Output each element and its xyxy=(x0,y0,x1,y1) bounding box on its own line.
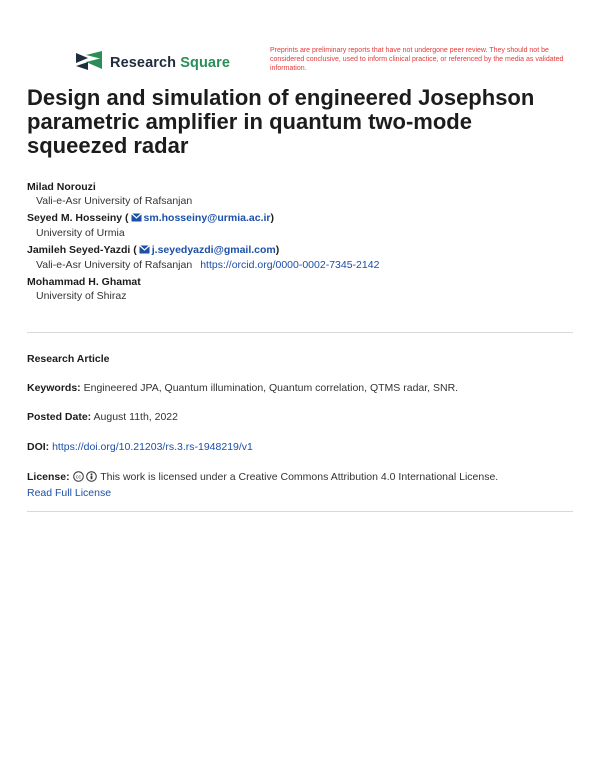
envelope-icon xyxy=(139,244,150,258)
author-entry xyxy=(27,275,577,303)
doi-label: DOI: xyxy=(27,441,50,453)
author-entry xyxy=(27,211,577,240)
preprint-disclaimer: Preprints are preliminary reports that have not undergone peer review. They should not be considered conclusive, used to inform clinical practice, or referenced by the media as validated information. xyxy=(270,47,564,72)
author-name-line xyxy=(27,243,577,258)
author-email-link[interactable]: j.seyedyazdi@gmail.com xyxy=(151,244,276,256)
author-affiliation: Vali-e-Asr University of Rafsanjan xyxy=(36,195,193,207)
keywords-row xyxy=(27,381,573,395)
keywords-label: Keywords: xyxy=(27,382,81,394)
author-affiliation: University of Shiraz xyxy=(36,290,127,302)
section-divider xyxy=(27,332,573,333)
author-name-line xyxy=(27,211,577,226)
posted-date-label: Posted Date: xyxy=(27,411,92,423)
svg-text:cc: cc xyxy=(75,474,81,481)
license-label: License: xyxy=(27,471,70,483)
read-full-license-link[interactable]: Read Full License xyxy=(27,487,112,499)
author-entry xyxy=(27,243,577,272)
brand-word-square: Square xyxy=(180,54,230,71)
author-list xyxy=(27,180,577,306)
author-email-group: ( sm.hosseiny@urmia.ac.ir) xyxy=(125,212,275,224)
posted-date-row xyxy=(27,410,573,424)
research-square-logo-icon xyxy=(74,49,104,76)
author-name: Seyed M. Hosseiny xyxy=(27,212,123,224)
doi-link[interactable]: https://doi.org/10.21203/rs.3.rs-1948219/v1 xyxy=(52,441,253,453)
author-affiliation: University of Urmia xyxy=(36,227,125,239)
cc-icon xyxy=(73,471,84,486)
author-name: Milad Norouzi xyxy=(27,181,96,193)
article-type xyxy=(27,352,573,366)
license-row xyxy=(27,470,573,500)
license-text: This work is licensed under a Creative Commons Attribution 4.0 International License. xyxy=(100,471,499,483)
author-entry xyxy=(27,180,577,208)
author-email-link[interactable]: sm.hosseiny@urmia.ac.ir xyxy=(143,212,271,224)
orcid-link[interactable]: https://orcid.org/0000-0002-7345-2142 xyxy=(200,259,380,271)
doi-row xyxy=(27,440,573,454)
research-square-logo[interactable] xyxy=(74,49,230,76)
author-name: Jamileh Seyed-Yazdi xyxy=(27,244,131,256)
brand-wordmark xyxy=(110,55,230,71)
author-email-group: ( j.seyedyazdi@gmail.com) xyxy=(133,244,280,256)
article-type-value: Research Article xyxy=(27,353,110,365)
article-title: Design and simulation of engineered Josephson parametric amplifier in quantum two-mode squeezed radar xyxy=(27,85,535,158)
by-icon xyxy=(86,471,97,486)
brand-word-research: Research xyxy=(110,54,177,71)
section-divider xyxy=(27,511,573,512)
author-name: Mohammad H. Ghamat xyxy=(27,276,141,288)
posted-date-value: August 11th, 2022 xyxy=(93,411,178,423)
keywords-value: Engineered JPA, Quantum illumination, Quantum correlation, QTMS radar, SNR. xyxy=(83,382,459,394)
author-affiliation: Vali-e-Asr University of Rafsanjan xyxy=(36,259,193,271)
envelope-icon xyxy=(131,212,142,226)
author-affiliation-line xyxy=(27,258,577,272)
